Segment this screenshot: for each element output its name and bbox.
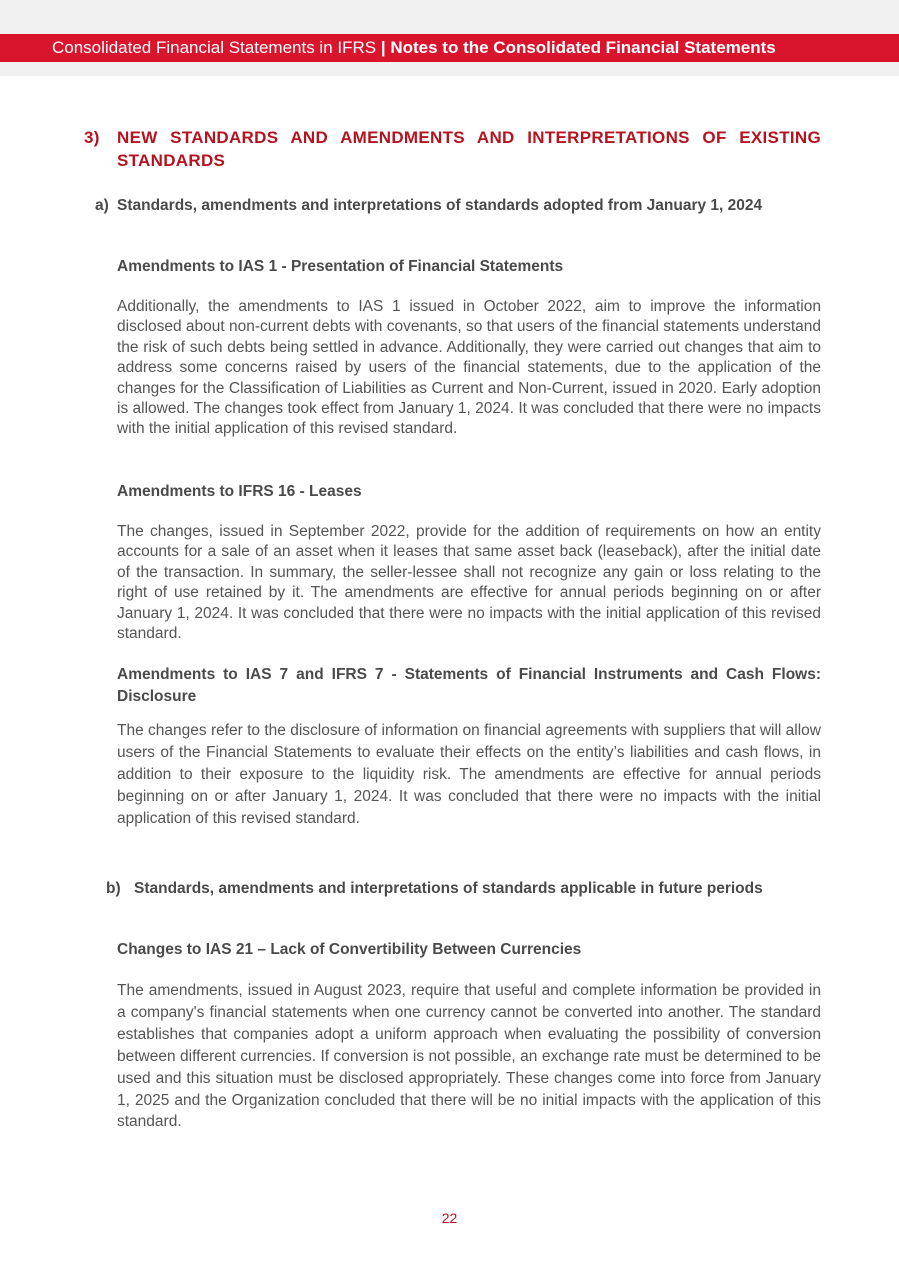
header-document-title: Consolidated Financial Statements in IFRS — [52, 38, 377, 57]
subsection-b-letter: b) — [106, 880, 121, 897]
item-title-ias1: Amendments to IAS 1 - Presentation of Financial Statements — [117, 258, 564, 275]
section-heading — [84, 126, 821, 172]
item-title-ias21: Changes to IAS 21 – Lack of Convertibility Between Currencies — [117, 941, 582, 958]
item-title-ifrs16: Amendments to IFRS 16 - Leases — [117, 483, 362, 500]
subsection-a-title: Standards, amendments and interpretations of standards adopted from January 1, 2024 — [117, 197, 763, 214]
item-body-ias7-ifrs7: The changes refer to the disclosure of information on financial agreements with suppliers that will allow users of the Financial Statements to evaluate their effects on the entity’s liabilities and cash flows, in addition to their exposure to the liquidity risk. The amendments are effective for annual periods beginning on or after January 1, 2024. It was concluded that there were no impacts with the initial application of this revised standard. — [117, 722, 821, 827]
item-body-ifrs16: The changes, issued in September 2022, provide for the addition of requirements on how an entity accounts for a sale of an asset when it leases that same asset back (leaseback), after the initial date of the transaction. In summary, the seller-lessee shall not recognize any gain or loss relating to the right of use retained by it. The amendments are effective for annual periods beginning on or after January 1, 2024. It was concluded that there were no impacts with the initial application of this revised standard. — [117, 523, 821, 643]
section-number: 3) — [84, 128, 100, 147]
subsection-b-heading — [106, 879, 821, 899]
header-separator: | — [380, 38, 386, 57]
header-chapter-title: Notes to the Consolidated Financial Statements — [390, 38, 776, 57]
item-title-ias7-ifrs7: Amendments to IAS 7 and IFRS 7 - Statements of Financial Instruments and Cash Flows: Disclosure — [117, 666, 821, 705]
subsection-a-heading — [95, 196, 821, 216]
subsection-b-title: Standards, amendments and interpretations of standards applicable in future periods — [134, 880, 763, 897]
item-body-ias21: The amendments, issued in August 2023, require that useful and complete information be provided in a company's financial statements when one currency cannot be converted into another. The standard establishes that companies adopt a uniform approach when evaluating the possibility of conversion between different currencies. If conversion is not possible, an exchange rate must be determined to be used and this situation must be disclosed appropriately. These changes come into force from January 1, 2025 and the Organization concluded that there will be no initial impacts with the application of this standard. — [117, 982, 821, 1131]
header-bar — [0, 34, 899, 62]
subsection-a-letter: a) — [95, 197, 109, 214]
section-title: NEW STANDARDS AND AMENDMENTS AND INTERPRETATIONS OF EXISTING STANDARDS — [117, 128, 821, 170]
item-body-ias1: Additionally, the amendments to IAS 1 issued in October 2022, aim to improve the information disclosed about non-current debts with covenants, so that users of the financial statements understand the risk of such debts being settled in advance. Additionally, they were carried out changes that aim to address some concerns raised by users of the financial statements, due to the application of the changes for the Classification of Liabilities as Current and Non-Current, issued in 2020. Early adoption is allowed. The changes took effect from January 1, 2024. It was concluded that there were no impacts with the initial application of this revised standard. — [117, 298, 821, 438]
page-number: 22 — [441, 1210, 458, 1226]
